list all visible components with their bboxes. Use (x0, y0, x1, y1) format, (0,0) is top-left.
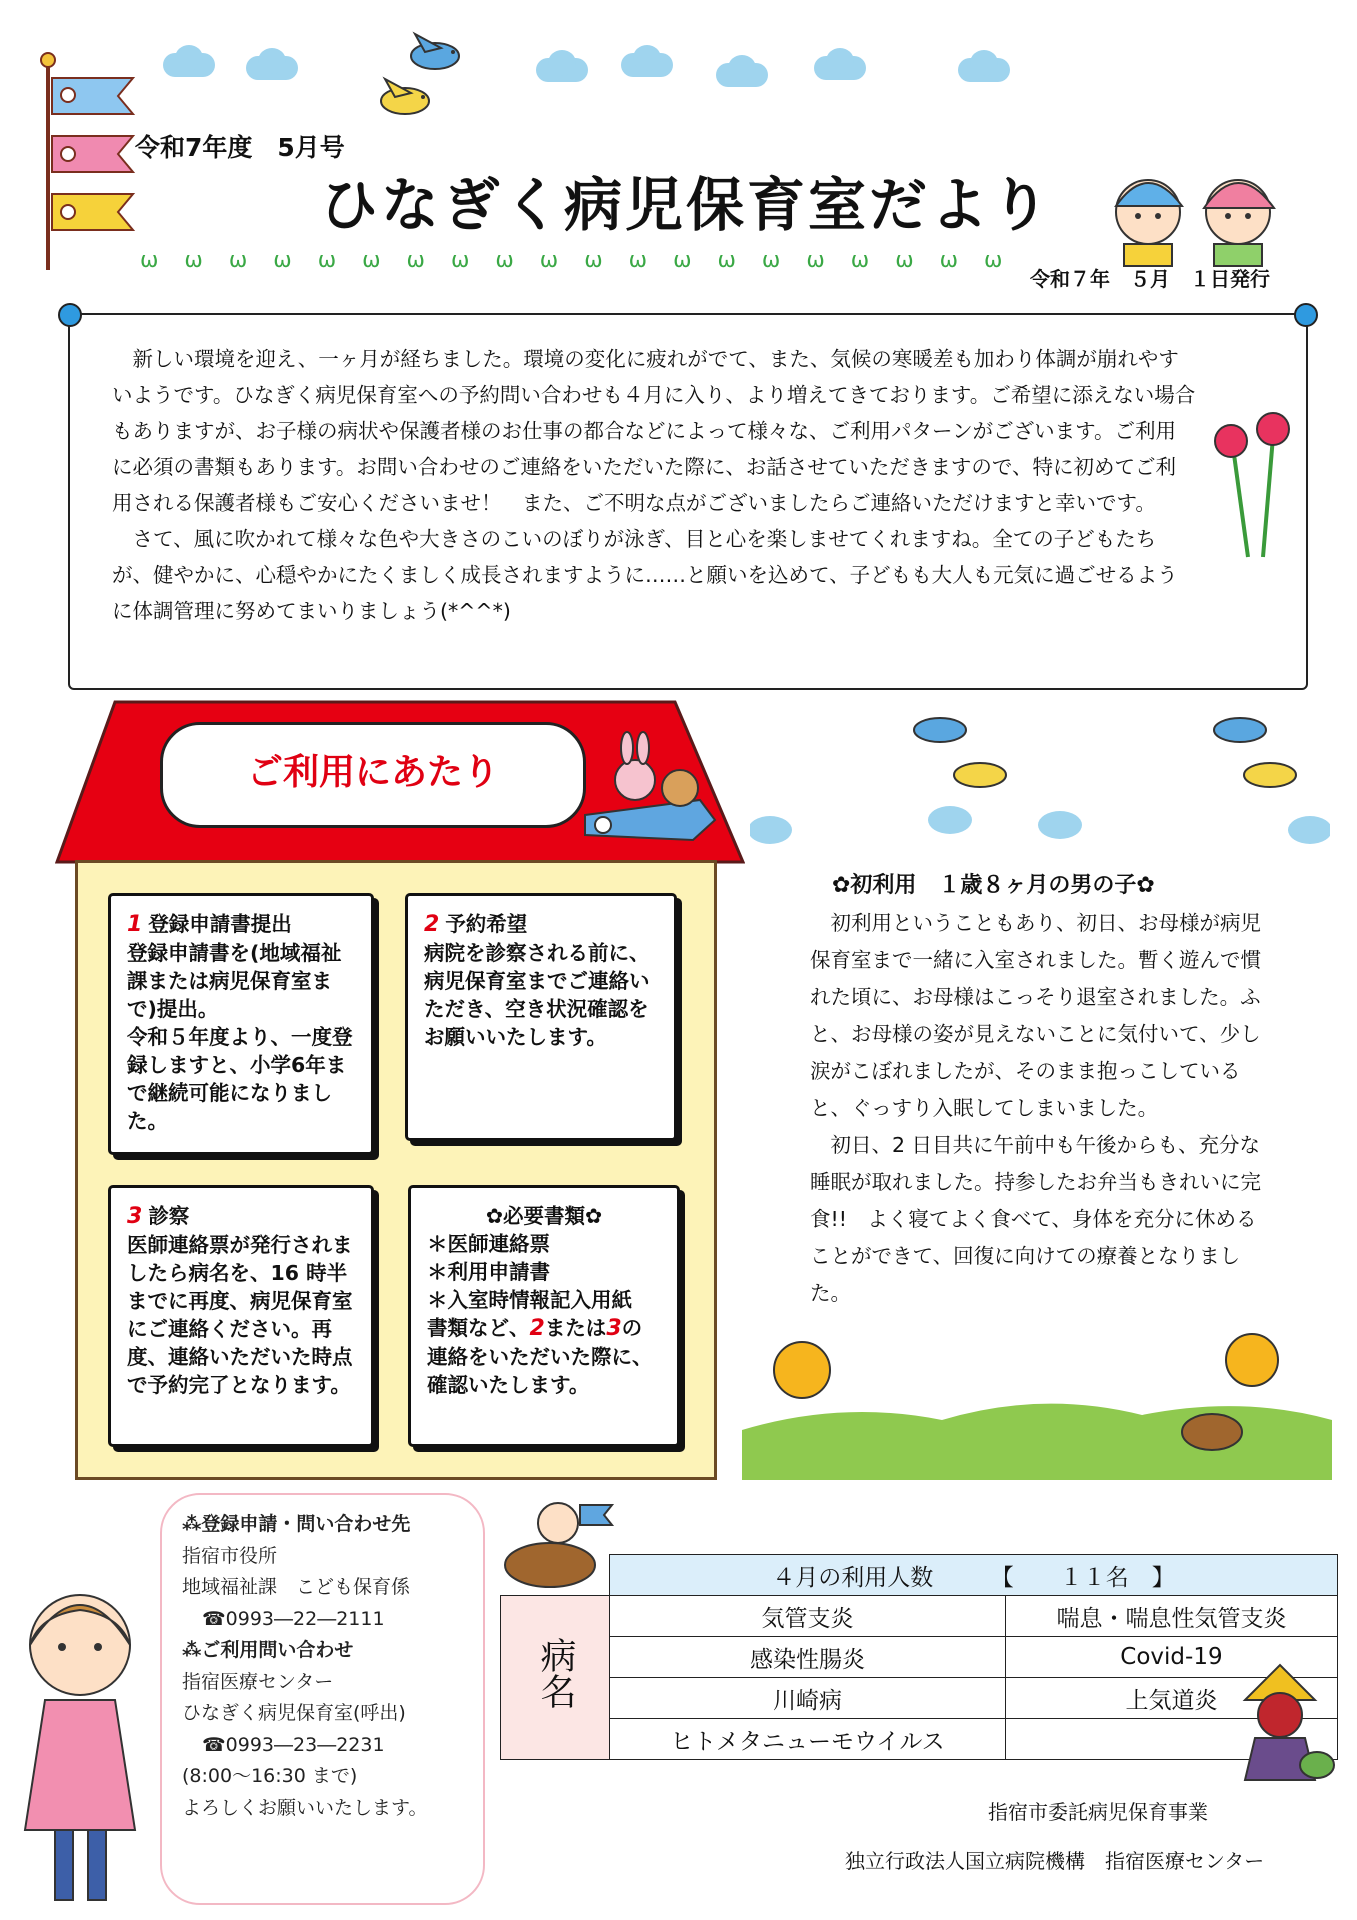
rabbit-bear-koinobori-illustration (575, 730, 725, 850)
contact-phone[interactable]: ☎0993―23―2231 (202, 1733, 385, 1756)
note-number: 3 (606, 1316, 622, 1341)
contact-dept: 地域福祉課 こども保育係 (182, 1576, 411, 1598)
story-body (810, 905, 1275, 1312)
carnation-illustration (1203, 407, 1298, 562)
contact-dept: ひなぎく病児保育室(呼出) (182, 1702, 406, 1724)
documents-title: ✿必要書類✿ (485, 1204, 603, 1228)
monthly-usage-table (500, 1554, 1338, 1760)
story-paragraph: 初利用ということもあり、初日、お母様が病児保育室まで一緒に入室されました。暫く遊んで慣れた頃に、お母様はこっそり退室されました。ふと、お母様の姿が見えないことに気付いて、少し涙がこぼれましたが、そのまま抱っこしていると、ぐっすり入眠してしまいました。 (810, 911, 1261, 1120)
usage-heading: ご利用にあたり (246, 752, 499, 793)
greeting-paragraph: 新しい環境を迎え、一ヶ月が経ちました。環境の変化に疲れがでて、また、気候の寒暖差も加わり体調が崩れやすいようです。ひなぎく病児保育室への予約問い合わせも４月に入り、より増えてきております。ご希望に添えない場合もありますが、お子様の病状や保護者様のお仕事の都合などによって様々な、ご利用パターンがございます。ご利用に必須の書類もあります。お問い合わせのご連絡をいただいた際に、お話させていただきますので、特に初めてご利用される保護者様もご安心くださいませ！ また、ご不明な点がございましたらご連絡いただけますと幸いです。 (112, 347, 1196, 515)
note-text: または (544, 1316, 607, 1340)
contact-heading: ⁂登録申請・問い合わせ先 (182, 1513, 411, 1535)
contact-hours: (8:00～16:30 まで) (182, 1765, 358, 1787)
bird-blue-icon (395, 30, 475, 75)
caregiver-girl-illustration (10, 1575, 160, 1910)
usage-step-3 (108, 1185, 374, 1447)
usage-step-1 (108, 893, 374, 1155)
usage-heading-bubble (160, 722, 586, 828)
house-body (75, 860, 717, 1480)
step-body: 病院を診察される前に、病児保育室までご連絡いただき、空き状況確認をお願いいたします。 (424, 941, 650, 1049)
document-item: ＊入室時情報記入用紙 (427, 1288, 632, 1312)
table-row (501, 1719, 1338, 1760)
contact-phone[interactable]: ☎0993―22―2111 (202, 1607, 385, 1630)
document-item: ＊利用申請書 (427, 1260, 550, 1284)
disease-cell: 気管支炎 (610, 1596, 1006, 1637)
step-number: 3 (127, 1204, 143, 1229)
cloud-decoration (530, 50, 594, 84)
cloud-decoration (240, 48, 304, 82)
disease-cell: 喘息・喘息性気管支炎 (1005, 1596, 1337, 1637)
contact-closing: よろしくお願いいたします。 (182, 1796, 428, 1819)
note-number: 2 (529, 1316, 545, 1341)
samurai-helmet-illustration (1225, 1660, 1337, 1785)
contact-bubble (160, 1493, 485, 1905)
step-number: 1 (127, 912, 143, 937)
cloud-decoration (710, 55, 774, 89)
disease-cell: 川崎病 (610, 1678, 1006, 1719)
step-title: 診察 (148, 1204, 190, 1228)
issue-date: 令和７年 ５月 １日発行 (1030, 267, 1270, 291)
cloud-decoration (615, 45, 679, 79)
step-body: 医師連絡票が発行されましたら病名を、16 時半までに再度、病児保育室にご連絡ください。再度、連絡いただいた時点で予約完了となります。 (127, 1233, 353, 1397)
contact-heading: ⁂ご利用問い合わせ (182, 1639, 354, 1661)
step-title: 予約希望 (445, 912, 528, 936)
birds-clouds-illustration (750, 700, 1330, 860)
usage-count-label: ４月の利用人数 (772, 1564, 934, 1591)
cloud-decoration (808, 48, 872, 82)
issue-label: 令和7年度 5月号 (135, 133, 345, 162)
scroll-roll-icon (58, 303, 82, 327)
table-header (610, 1555, 1338, 1596)
disease-cell: 上気道炎 (1005, 1678, 1337, 1719)
greeting-panel (68, 313, 1308, 690)
bird-yellow-icon (365, 75, 445, 120)
disease-cell: ヒトメタニューモウイルス (610, 1719, 1006, 1760)
scroll-roll-icon (1294, 303, 1318, 327)
required-documents-box (408, 1185, 680, 1447)
disease-cell: Covid-19 (1005, 1637, 1337, 1678)
disease-cell: 感染性腸炎 (610, 1637, 1006, 1678)
table-row (501, 1637, 1338, 1678)
cloud-decoration (952, 50, 1016, 84)
document-item: ＊医師連絡票 (427, 1232, 550, 1256)
usage-step-2 (405, 893, 677, 1141)
step-title: 登録申請書提出 (148, 912, 292, 936)
story-title: ✿初利用 １歳８ヶ月の男の子✿ (832, 873, 1155, 898)
note-text: の連絡をいただいた際に、確認いたします。 (427, 1316, 653, 1397)
disease-side-label: 病名 (501, 1596, 610, 1760)
contact-org: 指宿医療センター (182, 1670, 334, 1693)
footer-organization: 独立行政法人国立病院機構 指宿医療センター (845, 1849, 1265, 1873)
newsletter-title: ひなぎく病児保育室だより (320, 171, 1053, 239)
cloud-decoration (157, 45, 221, 79)
contact-org: 指宿市役所 (182, 1544, 278, 1567)
usage-count: 【 １１名 】 (1002, 1564, 1175, 1591)
step-number: 2 (424, 912, 440, 937)
table-row (501, 1596, 1338, 1637)
footer-program: 指宿市委託病児保育事業 (988, 1800, 1208, 1824)
story-paragraph: 初日、2 日目共に午前中も午後からも、充分な睡眠が取れました。持参したお弁当もきれいに完食!! よく寝てよく食べて、身体を充分に休めることができて、回復に向けての療養となりました。 (810, 1133, 1261, 1305)
greeting-paragraph: さて、風に吹かれて様々な色や大きさのこいのぼりが泳ぎ、目と心を楽しませてくれますね。全ての子どもたちが、健やかに、心穏やかにたくましく成長されますように……と願いを込めて、子どもも大人も元気に過ごせるように体調管理に努めてまいりましょう(*^^*) (112, 527, 1178, 623)
step-body: 令和５年度より、一度登録しますと、小学6年まで継続可能になりました。 (127, 1025, 353, 1133)
children-illustration (1088, 150, 1300, 268)
grass-decoration: ѡ ѡ ѡ ѡ ѡ ѡ ѡ ѡ ѡ ѡ ѡ ѡ ѡ ѡ ѡ ѡ ѡ ѡ ѡ ѡ (140, 248, 1005, 273)
step-body: 登録申請書を(地域福祉課または病児保育室まで)提出。 (127, 941, 342, 1021)
koinobori-pole-illustration (38, 48, 148, 273)
documents-note (427, 1314, 661, 1399)
note-text: 書類など、 (427, 1316, 530, 1340)
table-row (501, 1678, 1338, 1719)
